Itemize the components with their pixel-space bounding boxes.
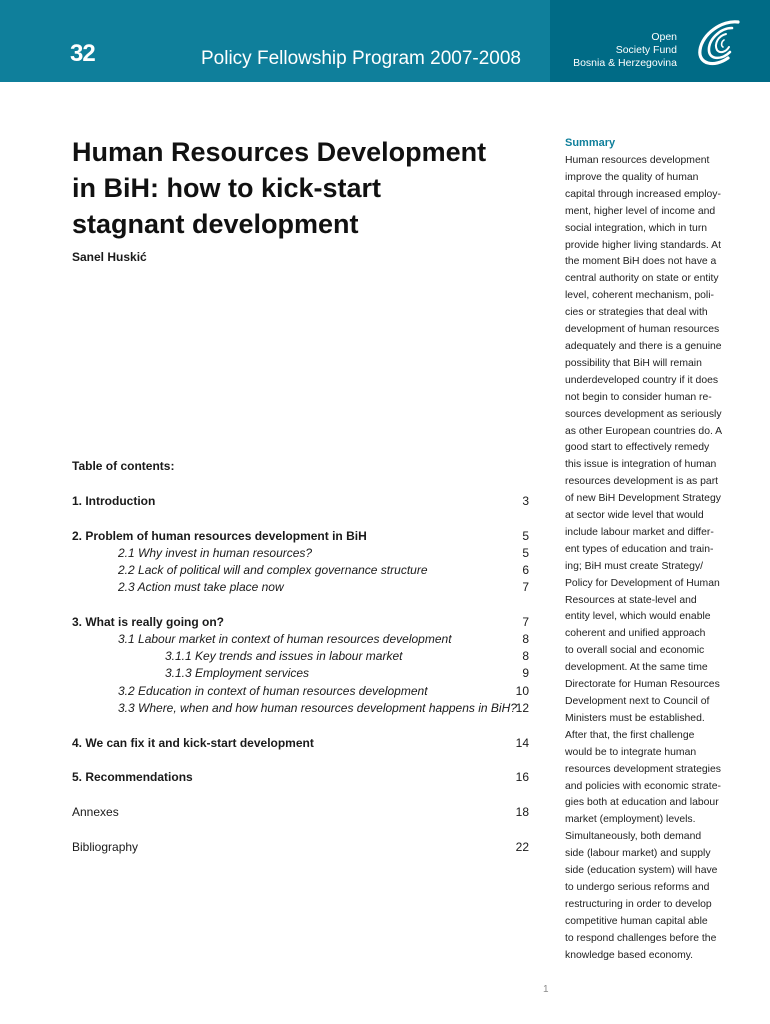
summary-line: cies or strategies that deal with: [565, 307, 708, 319]
summary-line: improve the quality of human: [565, 171, 699, 183]
title-line: Human Resources Development: [72, 137, 487, 167]
summary-line: to undergo serious reforms and: [565, 881, 710, 893]
summary-line: ing; BiH must create Strategy/: [565, 560, 704, 572]
toc-entry-label: 2. Problem of human resources development in BiH: [72, 529, 367, 543]
toc-entry-page: 7: [522, 615, 529, 629]
summary-line: development. At the same time: [565, 662, 708, 674]
toc-entry: [72, 649, 529, 666]
summary-line: central authority on state or entity: [565, 273, 719, 285]
toc-entry-page: 12: [515, 701, 529, 715]
summary-line: provide higher living standards. At: [565, 239, 721, 251]
summary-heading: Summary: [565, 137, 616, 149]
toc-entry-label: 3. What is really going on?: [72, 615, 225, 629]
author-name: Sanel Huskić: [72, 250, 147, 264]
toc-entry: [72, 580, 529, 597]
toc-entry-label: 3.2 Education in context of human resources development: [118, 684, 428, 698]
summary-line: as other European countries do. A: [565, 425, 723, 437]
summary-body: [565, 153, 728, 965]
toc-entry-label: 3.1 Labour market in context of human resources development: [118, 632, 452, 646]
summary-line: Development next to Council of: [565, 696, 710, 707]
toc-entry: [72, 805, 529, 822]
summary-line: side (labour market) and supply: [565, 848, 711, 860]
toc-entry: [72, 666, 529, 683]
toc-entry: [72, 684, 529, 701]
toc-entry: [72, 563, 529, 580]
toc-entry: [72, 529, 529, 546]
toc-entry-page: 5: [522, 546, 529, 560]
summary-line: include labour market and differ-: [565, 526, 714, 538]
toc-entry-label: Bibliography: [72, 840, 139, 854]
toc-entry: [72, 770, 529, 787]
summary-line: underdeveloped country if it does: [565, 374, 719, 386]
toc-entry-page: 8: [522, 632, 529, 646]
toc-entry-page: 9: [522, 666, 529, 680]
summary-line: competitive human capital able: [565, 915, 708, 927]
page-number: 1: [543, 984, 549, 995]
summary-line: After that, the first challenge: [565, 729, 695, 741]
toc-entry: [72, 736, 529, 753]
toc-entry-page: 8: [522, 649, 529, 663]
toc-entry-label: 3.3 Where, when and how human resources development happens in BiH?: [118, 701, 517, 715]
summary-line: development of human resources: [565, 324, 720, 336]
summary-line: Resources at state-level and: [565, 594, 697, 606]
summary-line: Human resources development: [565, 155, 710, 166]
summary-line: the moment BiH does not have a: [565, 256, 717, 268]
org-name-line: Open: [651, 31, 677, 43]
summary-line: restructuring in order to develop: [565, 898, 712, 910]
summary-line: coherent and unified approach: [565, 628, 706, 640]
summary-line: resources development is as part: [565, 476, 719, 488]
summary-line: social integration, which in turn: [565, 222, 708, 234]
summary-line: not begin to consider human re-: [565, 391, 712, 403]
toc-entry-page: 3: [522, 494, 529, 508]
summary-line: good start to effectively remedy: [565, 442, 710, 454]
toc-entry: [72, 615, 529, 632]
toc-entry: [72, 840, 529, 857]
summary-line: possibility that BiH will remain: [565, 357, 702, 369]
header-band: [0, 0, 550, 82]
toc-entry-page: 16: [515, 770, 529, 784]
summary-line: resources development strategies: [565, 763, 721, 775]
toc-entry: [72, 494, 529, 511]
program-title: Policy Fellowship Program 2007-2008: [201, 48, 521, 69]
summary-line: Simultaneously, both demand: [565, 831, 702, 843]
summary-line: to respond challenges before the: [565, 932, 717, 944]
toc-entry-page: 5: [522, 529, 529, 543]
toc-entry-label: 1. Introduction: [72, 494, 156, 508]
toc-entry-page: 6: [522, 563, 529, 577]
org-name-line: Society Fund: [615, 44, 677, 56]
toc-entry-page: 7: [522, 580, 529, 594]
summary-line: market (employment) levels.: [565, 814, 696, 826]
toc-entry: [72, 632, 529, 649]
toc-entry-label: Annexes: [72, 805, 119, 819]
summary-line: knowledge based economy.: [565, 949, 694, 961]
toc-entry-page: 18: [515, 805, 529, 819]
summary-line: gies both at education and labour: [565, 797, 719, 809]
summary-line: Directorate for Human Resources: [565, 679, 720, 691]
summary-line: side (education system) will have: [565, 865, 718, 877]
summary-line: Ministers must be established.: [565, 712, 705, 724]
summary-line: adequately and there is a genuine: [565, 340, 722, 352]
toc-entry-page: 14: [515, 736, 529, 750]
summary-line: ment, higher level of income and: [565, 205, 716, 217]
toc-entry-label: 4. We can fix it and kick-start development: [72, 736, 314, 750]
summary-line: ent types of education and train-: [565, 543, 714, 555]
toc-entry-label: 3.1.1 Key trends and issues in labour market: [165, 649, 403, 663]
toc-entry-page: 10: [515, 684, 529, 698]
toc-heading: Table of contents:: [72, 459, 175, 473]
org-name-line: Bosnia & Herzegovina: [573, 57, 677, 69]
toc-entry-label: 2.2 Lack of political will and complex governance structure: [118, 563, 428, 577]
summary-line: capital through increased employ-: [565, 188, 721, 200]
summary-line: level, coherent mechanism, poli-: [565, 290, 715, 302]
summary-line: sources development as seriously: [565, 408, 722, 420]
toc-entry: [72, 546, 529, 563]
org-name: [573, 31, 677, 70]
toc-entry-label: 3.1.3 Employment services: [165, 666, 310, 680]
summary-line: this issue is integration of human: [565, 459, 717, 471]
toc-entry-label: 2.1 Why invest in human resources?: [118, 546, 313, 560]
toc-entry-page: 22: [515, 840, 529, 854]
toc-entry: [72, 701, 529, 718]
toc-entry-label: 2.3 Action must take place now: [118, 580, 284, 594]
toc-entry-label: 5. Recommendations: [72, 770, 193, 784]
title-line: in BiH: how to kick-start: [72, 173, 382, 203]
summary-line: of new BiH Development Strategy: [565, 493, 721, 505]
summary-line: to overall social and economic: [565, 645, 705, 657]
document-title: [72, 134, 512, 242]
summary-line: and policies with economic strate-: [565, 780, 721, 792]
issue-number: 32: [70, 40, 95, 67]
title-line: stagnant development: [72, 209, 359, 239]
summary-line: Policy for Development of Human: [565, 577, 720, 589]
osf-logo-icon: [688, 12, 750, 74]
summary-line: would be to integrate human: [565, 746, 697, 758]
summary-line: at sector wide level that would: [565, 510, 704, 522]
summary-line: entity level, which would enable: [565, 611, 711, 623]
